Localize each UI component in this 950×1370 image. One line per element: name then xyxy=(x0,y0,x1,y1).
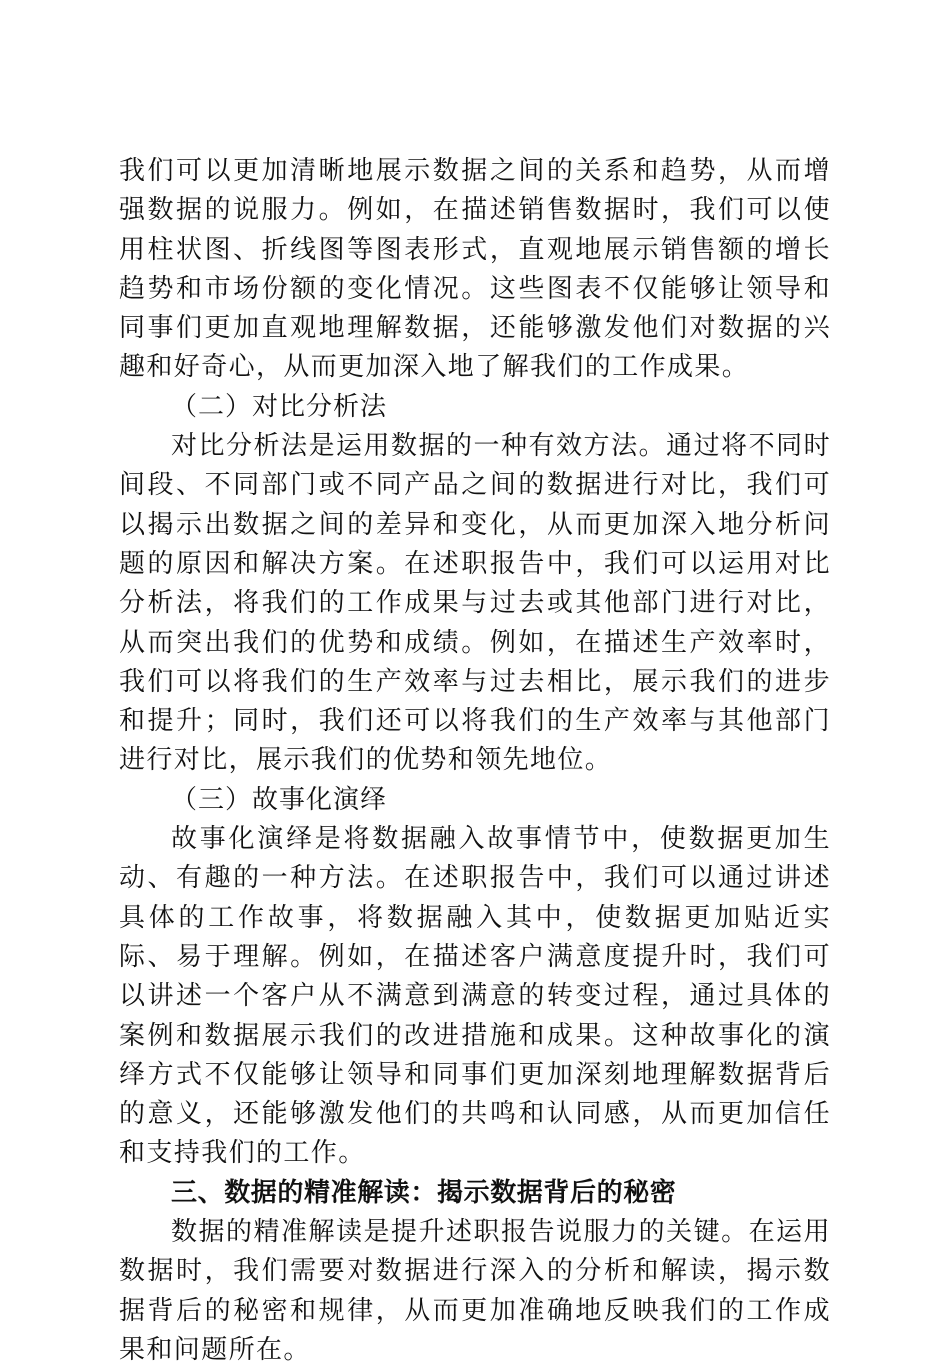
section-heading-data-interpretation: 三、数据的精准解读：揭示数据背后的秘密 xyxy=(171,1177,677,1208)
subsection-heading-contrast-analysis: （二）对比分析法 xyxy=(171,391,388,422)
storytelling-paragraph: 故事化演绎是将数据融入故事情节中，使数据更加生动、有趣的一种方法。在述职报告中，我们可以通过讲述具体的工作故事，将数据融入其中，使数据更加贴近实际、易于理解。例如，在描述客户满意度提升时，我们可以讲述一个客户从不满意到满意的转变过程，通过具体的案例和数据展示我们的改进措施和成果。这种故事化的演绎方式不仅能够让领导和同事们更加深刻地理解数据背后的意义，还能够激发他们的共鸣和认同感，从而更加信任和支持我们的工作。 xyxy=(119,824,831,1169)
subsection-heading-storytelling: （三）故事化演绎 xyxy=(171,784,388,815)
document-body xyxy=(119,152,831,1370)
contrast-analysis-paragraph: 对比分析法是运用数据的一种有效方法。通过将不同时间段、不同部门或不同产品之间的数据进行对比，我们可以揭示出数据之间的差异和变化，从而更加深入地分析问题的原因和解决方案。在述职报告中，我们可以运用对比分析法，将我们的工作成果与过去或其他部门进行对比，从而突出我们的优势和成绩。例如，在描述生产效率时，我们可以将我们的生产效率与过去相比，展示我们的进步和提升；同时，我们还可以将我们的生产效率与其他部门进行对比，展示我们的优势和领先地位。 xyxy=(119,431,831,776)
data-interpretation-paragraph: 数据的精准解读是提升述职报告说服力的关键。在运用数据时，我们需要对数据进行深入的分析和解读，揭示数据背后的秘密和规律，从而更加准确地反映我们的工作成果和问题所在。 xyxy=(119,1217,831,1365)
continued-paragraph: 我们可以更加清晰地展示数据之间的关系和趋势，从而增强数据的说服力。例如，在描述销售数据时，我们可以使用柱状图、折线图等图表形式，直观地展示销售额的增长趋势和市场份额的变化情况。这些图表不仅能够让领导和同事们更加直观地理解数据，还能够激发他们对数据的兴趣和好奇心，从而更加深入地了解我们的工作成果。 xyxy=(119,156,831,383)
